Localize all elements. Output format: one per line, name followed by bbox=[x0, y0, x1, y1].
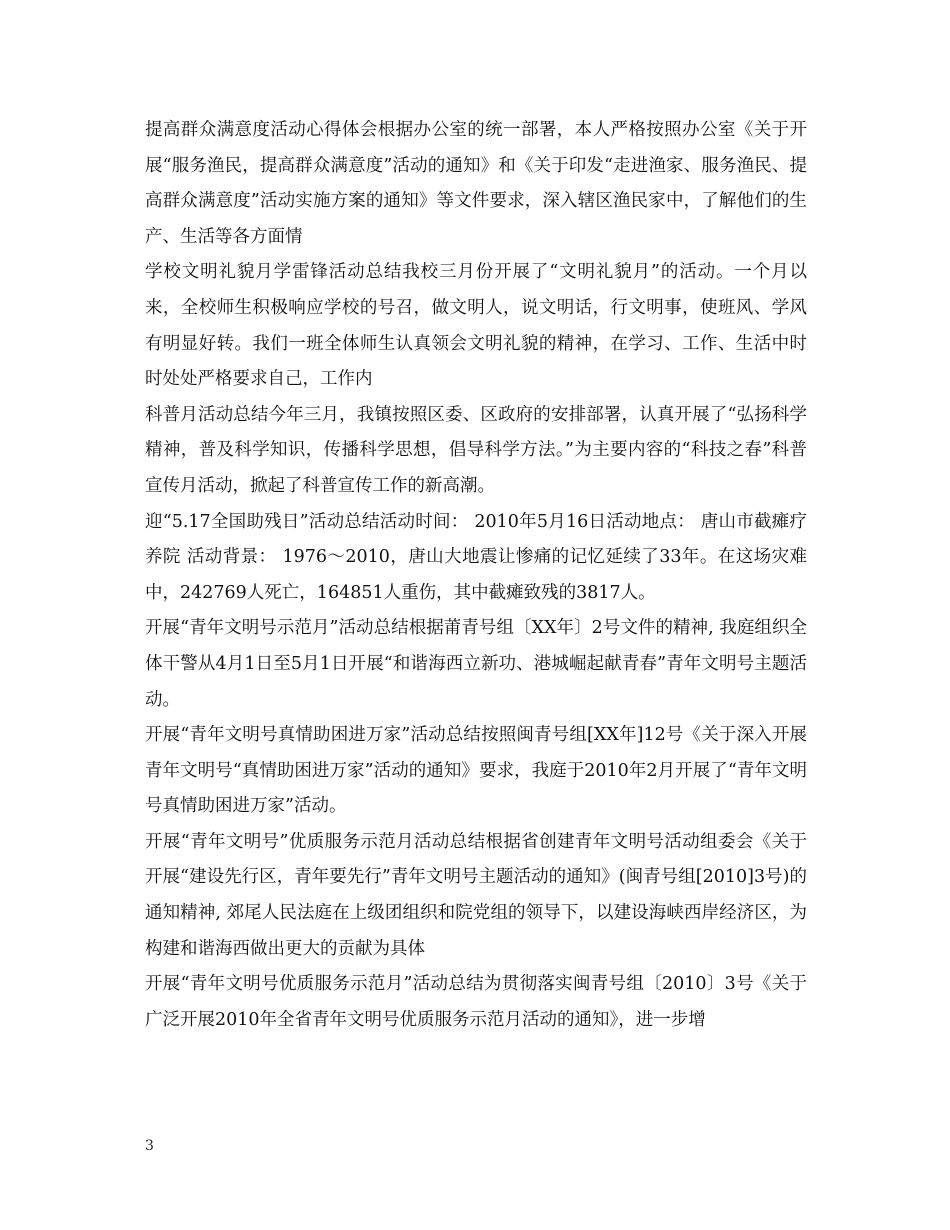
document-body bbox=[145, 113, 807, 1038]
page-number: 3 bbox=[145, 1138, 154, 1154]
paragraph-disability-day: 迎“5.17全国助残日”活动总结活动时间： 2010年5月16日活动地点： 唐山市截瘫疗养院 活动背景： 1976～2010，唐山大地震让惨痛的记忆延续了33年。在这场灾难中，242769人死亡，164851人重伤，其中截瘫致残的3817人。 bbox=[145, 511, 807, 603]
paragraph-youth-quality-month: 开展“青年文明号优质服务示范月”活动总结为贯彻落实闽青号组〔2010〕3号《关于广泛开展2010年全省青年文明号优质服务示范月活动的通知》，进一步增 bbox=[145, 974, 807, 1030]
paragraph-youth-demo-month: 开展“青年文明号示范月”活动总结根据莆青号组〔XX年〕2号文件的精神, 我庭组织全体干警从4月1日至5月1日开展“和谐海西立新功、港城崛起献青春”青年文明号主题活动。 bbox=[145, 618, 807, 710]
paragraph-youth-quality-service: 开展“青年文明号”优质服务示范月活动总结根据省创建青年文明号活动组委会《关于开展“建设先行区，青年要先行”青年文明号主题活动的通知》(闽青号组[2010]3号)的通知精神, 郊尾人民法庭在上级团组织和院党组的领导下，以建设海峡西岸经济区，为构建和谐海西做出更大的贡献为具体 bbox=[145, 831, 807, 959]
paragraph-civility-month: 学校文明礼貌月学雷锋活动总结我校三月份开展了“文明礼貌月”的活动。一个月以来，全校师生积极响应学校的号召，做文明人，说文明话，行文明事，使班风、学风有明显好转。我们一班全体师生认真领会文明礼貌的精神，在学习、工作、生活中时时处处严格要求自己，工作内 bbox=[145, 262, 807, 390]
paragraph-satisfaction-activity: 提高群众满意度活动心得体会根据办公室的统一部署，本人严格按照办公室《关于开展“服务渔民，提高群众满意度”活动的通知》和《关于印发“走进渔家、服务渔民、提高群众满意度”活动实施方案的通知》等文件要求，深入辖区渔民家中，了解他们的生产、生活等各方面情 bbox=[145, 120, 807, 247]
paragraph-science-month: 科普月活动总结今年三月，我镇按照区委、区政府的安排部署，认真开展了“弘扬科学精神，普及科学知识，传播科学思想，倡导科学方法。”为主要内容的“科技之春”科普宣传月活动，掀起了科普宣传工作的新高潮。 bbox=[145, 404, 807, 496]
paragraph-youth-aid-homes: 开展“青年文明号真情助困进万家”活动总结按照闽青号组[XX年]12号《关于深入开展青年文明号“真情助困进万家”活动的通知》要求，我庭于2010年2月开展了“青年文明号真情助困进万家”活动。 bbox=[145, 725, 807, 817]
